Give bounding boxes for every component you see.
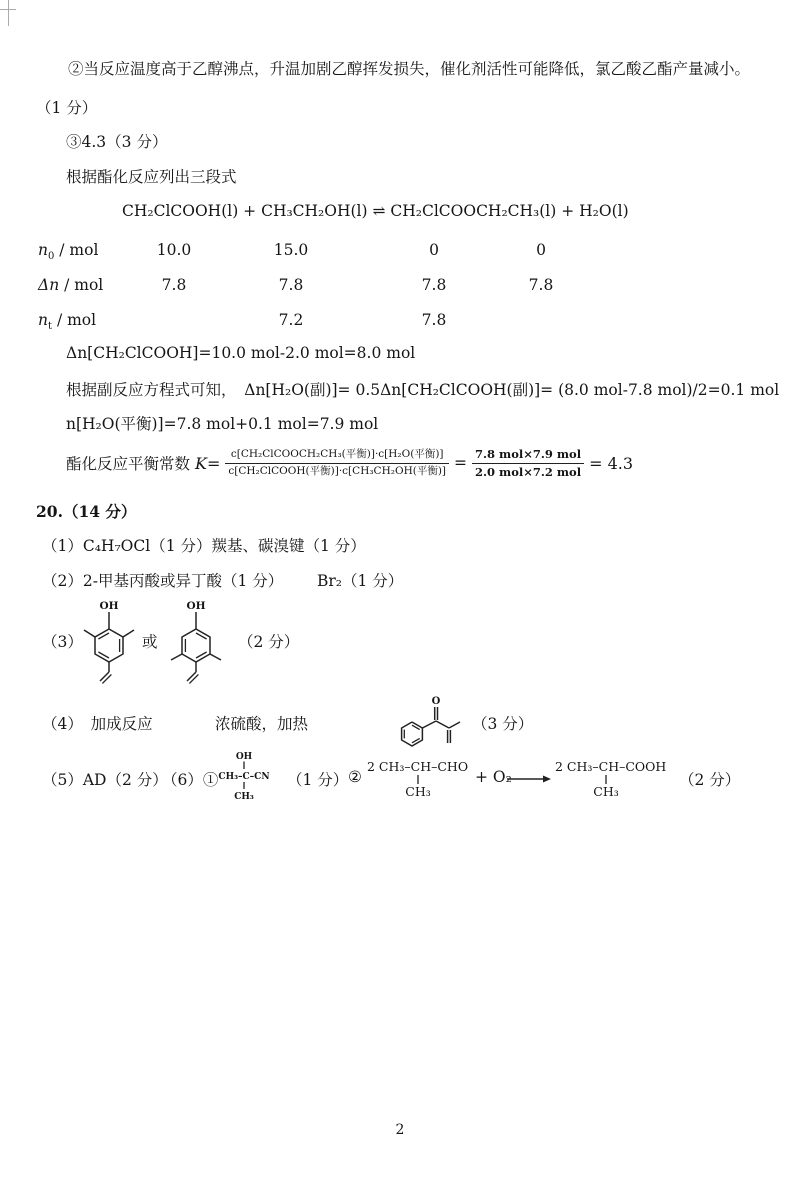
q20-item1: （1）C₄H₇OCl（1 分）羰基、碳溴键（1 分） bbox=[42, 537, 366, 555]
k-frac1-numerator: c[CH₂ClCOOCH₂CH₃(平衡)]·c[H₂O(平衡)] bbox=[230, 448, 444, 461]
q20-item6-score1: （1 分） bbox=[287, 771, 349, 789]
q20-item3-label: （3） bbox=[42, 633, 83, 651]
k-frac1-denominator: c[CH₂ClCOOH(平衡)]·c[CH₃CH₂OH(平衡)] bbox=[225, 463, 449, 479]
cell-nt-c3: 7.8 bbox=[421, 311, 447, 329]
structure-dimethyl-vinylphenol-2 bbox=[165, 597, 227, 691]
cell-n0-c4: 0 bbox=[536, 241, 546, 259]
q20-heading: 20.（14 分） bbox=[36, 502, 137, 521]
k-equals: = bbox=[454, 454, 468, 472]
structure-dimethyl-vinylphenol-1 bbox=[78, 597, 140, 691]
reaction-arrow bbox=[507, 774, 551, 784]
q20-item5: （5）AD（2 分） bbox=[42, 771, 168, 789]
equilibrium-constant-line bbox=[66, 440, 633, 486]
cell-n0-c1: 10.0 bbox=[156, 241, 192, 259]
methyl-label: CH₃ bbox=[234, 792, 254, 802]
table-row bbox=[38, 276, 554, 297]
structure-cyanohydrin bbox=[215, 750, 275, 804]
row-label-n0: $n_0$ / mol bbox=[38, 241, 99, 263]
cell-dn-c3: 7.8 bbox=[421, 276, 447, 294]
cyanohydrin-main-chain: CH₃–C–CN bbox=[218, 772, 270, 782]
hydroxyl-label: OH bbox=[235, 752, 253, 762]
carbonyl-oxygen-label: O bbox=[431, 696, 441, 707]
hydroxyl-label: OH bbox=[186, 600, 206, 612]
q19-answer3: ③4.3（3 分） bbox=[66, 133, 168, 151]
q19-method-intro: 根据酯化反应列出三段式 bbox=[66, 168, 237, 186]
q20-item6-label: （6）① bbox=[162, 771, 219, 789]
q20-item56-row bbox=[42, 750, 782, 812]
q19-calc-line-1: Δn[CH₂ClCOOH]=10.0 mol-2.0 mol=8.0 mol bbox=[66, 344, 416, 362]
q20-item2-br2: Br₂（1 分） bbox=[317, 572, 404, 590]
k-concentration-fraction bbox=[225, 447, 449, 478]
cell-dn-c4: 7.8 bbox=[528, 276, 554, 294]
k-prefix: 酯化反应平衡常数 bbox=[66, 455, 191, 473]
row-label-nt: $n_t$ / mol bbox=[38, 311, 97, 333]
k-frac2-denominator: 2.0 mol×7.2 mol bbox=[472, 463, 584, 481]
cell-nt-c2: 7.2 bbox=[278, 311, 304, 329]
k-number-fraction bbox=[472, 446, 584, 480]
structure-methylpropanoic-acid bbox=[555, 758, 671, 802]
row-label-dn: Δn / mol bbox=[38, 276, 104, 294]
q20-item3-or: 或 bbox=[142, 633, 158, 651]
structure-phenyl-methyl-ketone bbox=[392, 694, 472, 752]
q20-item2-main: （2）2-甲基丙酸或异丁酸（1 分） bbox=[42, 572, 284, 590]
q20-item4-score: （3 分） bbox=[472, 715, 534, 733]
aldehyde-chain: 2 CH₃–CH–CHO bbox=[367, 759, 469, 774]
k-frac2-numerator: 7.8 mol×7.9 mol bbox=[475, 446, 582, 461]
q20-item4-label: （4） 加成反应 bbox=[42, 715, 153, 733]
k-symbol: K= bbox=[195, 453, 221, 473]
scan-corner-mark-vertical bbox=[8, 0, 9, 26]
q20-item3-row bbox=[42, 597, 362, 697]
scan-corner-mark-horizontal bbox=[0, 9, 16, 10]
q19-calc-line-3: n[H₂O(平衡)]=7.8 mol+0.1 mol=7.9 mol bbox=[66, 415, 379, 433]
q20-item6-score2: （2 分） bbox=[679, 771, 741, 789]
acid-chain: 2 CH₃–CH–COOH bbox=[555, 759, 667, 774]
page-number: 2 bbox=[395, 1122, 405, 1138]
esterification-equation: CH₂ClCOOH(l) + CH₃CH₂OH(l) ⇌ CH₂ClCOOCH₂CH₃(l) + H₂O(l) bbox=[122, 202, 629, 220]
q19-answer2-score: （1 分） bbox=[36, 99, 98, 117]
cell-n0-c2: 15.0 bbox=[273, 241, 309, 259]
q20-item4-row bbox=[42, 694, 602, 756]
cell-dn-c2: 7.8 bbox=[278, 276, 304, 294]
q19-answer2-text: ②当反应温度高于乙醇沸点，升温加剧乙醇挥发损失，催化剂活性可能降低，氯乙酸乙酯产量减小。 bbox=[68, 60, 751, 78]
q20-item4-conditions: 浓硫酸，加热 bbox=[215, 715, 309, 733]
table-row bbox=[38, 311, 447, 333]
table-row bbox=[38, 241, 546, 263]
hydroxyl-label: OH bbox=[99, 600, 119, 612]
cell-n0-c3: 0 bbox=[429, 241, 439, 259]
q20-item6-plus-o2: + O₂ bbox=[475, 768, 512, 786]
structure-methylpropanal bbox=[367, 758, 469, 802]
q20-item3-score: （2 分） bbox=[238, 633, 300, 651]
q20-item6-circle2: ② bbox=[348, 768, 362, 786]
methyl-label: CH₃ bbox=[405, 784, 431, 799]
q19-calc-line-2: 根据副反应方程式可知， Δn[H₂O(副)]= 0.5Δn[CH₂ClCOOH(副)]= (8.0 mol-7.8 mol)/2=0.1 mol bbox=[66, 381, 780, 399]
k-result: = 4.3 bbox=[589, 453, 634, 473]
methyl-label: CH₃ bbox=[593, 784, 619, 799]
cell-dn-c1: 7.8 bbox=[161, 276, 187, 294]
